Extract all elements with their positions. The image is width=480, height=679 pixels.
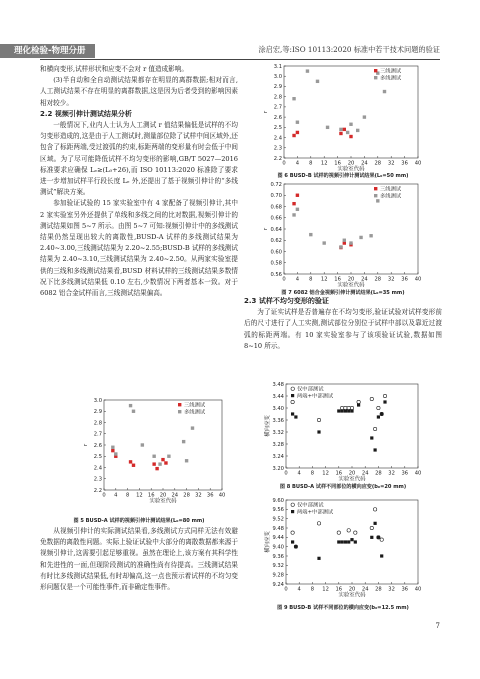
paragraph: 一般情况下,业内人士认为人工测试 r 值结果偏低是试样的不均匀变形造成的,这是由于人工测试时,测量部位除了试样中间区域外,还包含了标距两端,受过渡弧的约束,标距两端的变形量有时会低于中间区域。为了尽可能降低试样不均匀变形的影响,GB/T 5027—2016 标准要求应确保 Lₑ≥(L₀+26),而 ISO 10113:2020 标准除了要求进一步增加试样平行段长度 Lₑ 外,还提出了基于视频引伸计的“多线测试”解决方案。 [40, 121, 238, 197]
y-tick-label: 9.32 [272, 563, 284, 570]
y-tick-label: 9.36 [272, 553, 284, 560]
x-tick-label: 12 [320, 276, 328, 283]
y-tick-label: 9.40 [272, 544, 284, 551]
x-tick-label: 4 [295, 160, 300, 167]
section-heading: 2.3 试样不均匀变形的验证 [244, 297, 329, 305]
data-point [339, 132, 342, 135]
legend-marker [178, 410, 181, 413]
data-point [377, 536, 380, 539]
data-point [380, 538, 383, 541]
data-point [373, 427, 376, 430]
x-tick-label: 32 [387, 160, 395, 167]
x-tick-label: 36 [401, 276, 408, 283]
data-point [373, 508, 376, 511]
figure-8-caption: 图 8 BUSD-A 试样不同部位的横向应变(b₀=20 mm) [279, 484, 407, 490]
legend-label: 多线测试 [380, 75, 402, 82]
data-point [347, 409, 350, 412]
journal-logo: 理化检验-物理分册 [14, 46, 86, 56]
x-tick-label: 24 [361, 276, 368, 283]
x-tick-label: 12 [320, 160, 328, 167]
figure-7-chart [252, 180, 422, 298]
running-title: 涂启宏,等:ISO 10113:2020 标准中若干技术问题的验证 [258, 45, 440, 54]
left-column-top [40, 64, 238, 299]
data-point [132, 464, 135, 467]
x-tick-label: 8 [309, 276, 313, 283]
data-point [129, 460, 132, 463]
y-axis-label: r [263, 110, 269, 114]
data-point [294, 415, 297, 418]
x-tick-label: 36 [401, 470, 409, 477]
data-point [374, 522, 377, 525]
x-tick-label: 32 [388, 470, 395, 477]
y-tick-label: 2.6 [93, 442, 102, 449]
y-tick-label: 3.1 [273, 63, 282, 70]
y-axis-label: r [263, 227, 269, 231]
x-tick-label: 0 [282, 276, 286, 283]
data-point [344, 409, 347, 412]
legend-marker [291, 394, 294, 397]
x-axis-label: 实验室代码 [337, 282, 365, 289]
data-point [292, 97, 295, 100]
x-tick-label: 4 [114, 492, 118, 499]
data-point [337, 540, 340, 543]
data-point [383, 90, 386, 93]
paragraph: (3)半自动和全自动测试结果都存在明显的离群数据;相对而言,人工测试结果不存在明显的离群数据,这是因为后者受到的影响因素相对较少。 [40, 76, 238, 107]
data-point [167, 455, 170, 458]
data-point [337, 531, 340, 534]
data-point [291, 531, 294, 534]
x-tick-label: 28 [375, 586, 382, 593]
paragraph: 参加验证试验的 15 家实验室中有 4 家配备了视频引伸计,其中 2 家实验室另外还提供了单线和多线之间的比对数据,视频引伸计的测试结果如图 5~7 所示。由图 5~7 可知:视频引伸计中的多线测试结果仍然呈现出较大的离散性,BUSD-A 试样的多线测试结果为 2.40~3.00,三线测试结果为 2.20~2.55;BUSD-B 试样的多线测试结果为 2.40~3.10,三线测试结果为 2.40~2.50。从两家实验室提供的三线和多线测试结果看,BUSD 材料试样的三线测试结果多数情况下比多线测试结果低 0.10 左右,少数情况下两者基本一致。对于 6082 铝合金试样而言,三线测试结果偏高。 [40, 199, 238, 298]
y-tick-label: 3.0 [93, 397, 102, 404]
x-tick-label: 8 [310, 586, 315, 593]
figure-8-chart [252, 380, 422, 492]
data-point [323, 241, 326, 244]
legend-marker [374, 69, 377, 72]
x-tick-label: 4 [297, 586, 301, 593]
data-point [185, 459, 188, 462]
figure-5-chart [76, 396, 226, 514]
y-tick-label: 3.32 [272, 429, 284, 436]
data-point [357, 403, 360, 406]
data-point [132, 410, 135, 413]
x-axis-label: 实验室代码 [337, 166, 365, 173]
data-point [317, 522, 320, 525]
data-point [354, 531, 357, 534]
x-tick-label: 20 [347, 276, 355, 283]
y-tick-label: 0.58 [270, 260, 282, 267]
x-tick-label: 20 [348, 470, 356, 477]
x-tick-label: 28 [374, 276, 382, 283]
data-point [370, 526, 373, 529]
x-tick-label: 32 [387, 276, 395, 283]
data-point [317, 418, 320, 421]
legend-marker [374, 187, 377, 190]
x-axis-label: 实验室代码 [149, 498, 177, 505]
data-point [341, 540, 344, 543]
x-tick-label: 4 [295, 276, 300, 283]
y-tick-label: 2.2 [93, 487, 102, 494]
data-point [296, 131, 299, 134]
paragraph: 为了证实试样是否普遍存在不均匀变形,验证试验对试样变形前后的尺寸进行了人工实测,测试部位分别位于试样中部以及靠近过渡弧的标距两端。有 10 家实验室参与了该项验证试验,数据如图 8~10 所示。 [244, 308, 442, 350]
data-point [383, 394, 386, 397]
y-tick-label: 2.2 [273, 155, 282, 162]
x-tick-label: 28 [375, 470, 382, 477]
paragraph: 和横向变形,试样形状和应变不会对 r 值造成影响。 [40, 65, 188, 73]
figure-9-caption: 图 9 BUSD-B 试样不同部位的横向应变(b₀=12.5 mm) [277, 605, 409, 611]
data-point [191, 426, 194, 429]
legend-label: 三线测试 [184, 402, 206, 409]
data-point [317, 430, 320, 433]
legend-marker [374, 194, 377, 197]
data-point [354, 540, 357, 543]
x-tick-label: 16 [335, 470, 343, 477]
data-point [370, 536, 373, 539]
data-point [347, 529, 350, 532]
x-axis-label: 实验室代码 [338, 592, 366, 599]
data-point [350, 409, 353, 412]
x-tick-label: 16 [334, 160, 341, 167]
y-tick-label: 0.70 [270, 193, 282, 200]
y-tick-label: 2.9 [93, 409, 102, 416]
data-point [369, 234, 372, 237]
y-tick-label: 0.60 [270, 249, 282, 256]
data-point [155, 467, 158, 470]
x-tick-label: 36 [206, 492, 214, 499]
y-tick-label: 2.5 [273, 125, 282, 132]
data-point [291, 400, 294, 403]
data-point [359, 236, 362, 239]
x-tick-label: 4 [297, 470, 301, 477]
data-point [291, 412, 294, 415]
data-point [339, 128, 342, 131]
data-point [343, 128, 346, 131]
y-tick-label: 2.6 [273, 114, 282, 121]
x-tick-label: 24 [361, 586, 369, 593]
data-point [306, 69, 309, 72]
data-point [356, 129, 359, 132]
data-point [370, 436, 373, 439]
legend-label: 两端+中部测试 [297, 393, 334, 400]
x-tick-label: 24 [361, 160, 368, 167]
data-point [377, 415, 380, 418]
data-point [349, 135, 352, 138]
x-tick-label: 8 [309, 160, 313, 167]
y-tick-label: 9.48 [272, 525, 284, 532]
data-point [152, 462, 155, 465]
y-tick-label: 3.36 [272, 417, 284, 424]
left-column-bottom [40, 526, 238, 593]
data-point [292, 202, 295, 205]
figure-5-caption: 图 5 BUSD-A 试样的视频引伸计测试结果(L₀=80 mm) [73, 518, 205, 524]
data-point [111, 446, 114, 449]
x-tick-label: 0 [284, 586, 288, 593]
x-tick-label: 20 [348, 586, 356, 593]
data-point [296, 194, 299, 197]
x-tick-label: 16 [335, 586, 343, 593]
y-tick-label: 3.48 [272, 381, 284, 388]
x-tick-label: 28 [183, 492, 190, 499]
y-tick-label: 9.52 [272, 516, 284, 523]
legend-label: 仅中部测试 [297, 386, 324, 393]
y-tick-label: 0.72 [270, 181, 282, 188]
data-point [343, 239, 346, 242]
y-tick-label: 3.20 [272, 465, 284, 472]
x-axis-label: 实验室代码 [338, 476, 366, 483]
x-tick-label: 36 [401, 586, 409, 593]
data-point [370, 397, 373, 400]
legend-label: 多线测试 [184, 409, 206, 416]
legend-label: 三线测试 [380, 68, 402, 75]
x-tick-label: 24 [171, 492, 179, 499]
x-tick-label: 28 [374, 160, 382, 167]
data-point [347, 406, 350, 409]
y-tick-label: 9.24 [272, 581, 284, 588]
data-point [337, 409, 340, 412]
y-tick-label: 3.0 [273, 74, 282, 81]
data-point [344, 540, 347, 543]
legend-label: 仅中部测试 [297, 502, 324, 509]
y-tick-label: 3.24 [272, 453, 284, 460]
data-point [357, 400, 360, 403]
data-point [376, 199, 379, 202]
x-tick-label: 40 [414, 160, 422, 167]
data-point [129, 404, 132, 407]
data-point [374, 448, 377, 451]
data-point [380, 412, 383, 415]
y-tick-label: 9.44 [272, 535, 284, 542]
data-point [349, 123, 352, 126]
x-tick-label: 40 [414, 470, 422, 477]
x-tick-label: 36 [401, 160, 408, 167]
header-rule [40, 59, 440, 60]
data-point [383, 400, 386, 403]
y-tick-label: 2.3 [273, 145, 282, 152]
data-point [326, 126, 329, 129]
y-tick-label: 9.28 [272, 572, 284, 579]
figure-6-chart [252, 62, 422, 182]
legend-marker [291, 503, 294, 506]
y-tick-label: 2.5 [93, 454, 102, 461]
x-tick-label: 20 [347, 160, 355, 167]
x-tick-label: 20 [159, 492, 167, 499]
data-point [161, 458, 164, 461]
data-point [350, 406, 353, 409]
section-heading: 2.2 视频引伸计测试结果分析 [40, 109, 132, 118]
x-tick-label: 12 [136, 492, 143, 499]
legend-marker [291, 387, 294, 390]
data-point [347, 540, 350, 543]
legend-label: 三线测试 [380, 186, 402, 193]
data-point [294, 545, 297, 548]
data-point [296, 121, 299, 124]
y-tick-label: 2.8 [273, 94, 282, 101]
data-point [164, 461, 167, 464]
x-tick-label: 40 [414, 586, 422, 593]
y-tick-label: 2.4 [93, 465, 102, 472]
data-point [346, 131, 349, 134]
x-tick-label: 0 [282, 160, 286, 167]
y-tick-label: 2.4 [273, 135, 282, 142]
data-point [292, 213, 295, 216]
data-point [292, 134, 295, 137]
legend-label: 两端+中部测试 [297, 509, 334, 516]
data-point [309, 233, 312, 236]
data-point [114, 452, 117, 455]
data-point [340, 406, 343, 409]
data-point [291, 540, 294, 543]
y-tick-label: 0.64 [270, 226, 282, 233]
y-tick-label: 0.56 [270, 271, 282, 278]
legend-marker [374, 76, 377, 79]
paragraph: 从视频引伸计的实际测试结果看,多线测试方式同样无法有效避免数据的离散性问题。实际上验证试验中大部分的离散数据都来源于视频引伸计,这需要引起足够重视。虽然在理论上,该方案有其科学性和先进性的一面,但现阶段测试的准确性尚有待提高。三线测试结果有时比多线测试结果低,有时却偏高,这一点也预示着试样的不均匀变形问题仅是一个可能性事件,而非确定性事件。 [40, 527, 238, 592]
x-tick-label: 8 [125, 492, 130, 499]
figure-7-caption: 图 7 6082 铝合金视频引伸计测试结果(L₀=35 mm) [281, 290, 405, 296]
data-point [152, 455, 155, 458]
x-tick-label: 8 [310, 470, 315, 477]
page-number: 7 [435, 622, 440, 630]
data-point [363, 115, 366, 118]
y-tick-label: 0.68 [270, 204, 282, 211]
x-tick-label: 32 [388, 586, 395, 593]
data-point [349, 241, 352, 244]
data-point [141, 443, 144, 446]
data-point [344, 406, 347, 409]
x-tick-label: 16 [147, 492, 155, 499]
data-point [350, 538, 353, 541]
y-tick-label: 3.28 [272, 441, 284, 448]
data-point [341, 409, 344, 412]
legend-marker [178, 403, 181, 406]
data-point [316, 80, 319, 83]
y-tick-label: 2.8 [93, 420, 102, 427]
y-tick-label: 2.9 [273, 84, 282, 91]
x-tick-label: 24 [361, 470, 369, 477]
y-axis-label: 横向应变 [265, 531, 271, 553]
data-point [182, 440, 185, 443]
x-tick-label: 16 [334, 276, 341, 283]
data-point [296, 208, 299, 211]
x-tick-label: 0 [102, 492, 106, 499]
y-tick-label: 0.66 [270, 215, 282, 222]
x-tick-label: 32 [195, 492, 202, 499]
y-tick-label: 9.60 [272, 497, 284, 504]
legend-label: 多线测试 [380, 193, 402, 200]
figure-6-caption: 图 6 BUSD-B 试样的视频引伸计测试结果(L₀=50 mm) [277, 173, 409, 179]
y-tick-label: 2.3 [93, 476, 102, 483]
y-tick-label: 2.7 [93, 431, 102, 438]
legend-marker [291, 510, 294, 513]
data-point [158, 462, 161, 465]
y-tick-label: 3.44 [272, 393, 284, 400]
y-tick-label: 9.56 [272, 507, 284, 514]
figure-9-chart [252, 496, 422, 608]
x-tick-label: 12 [322, 586, 329, 593]
right-column-text [244, 296, 442, 352]
data-point [111, 449, 114, 452]
y-axis-label: 横向应变 [265, 415, 271, 437]
data-point [377, 406, 380, 409]
data-point [317, 557, 320, 560]
x-tick-label: 12 [322, 470, 329, 477]
x-tick-label: 40 [218, 492, 226, 499]
y-axis-label: r [83, 443, 89, 447]
y-tick-label: 0.62 [270, 238, 282, 245]
data-point [380, 554, 383, 557]
y-tick-label: 2.7 [273, 104, 282, 111]
y-tick-label: 3.40 [272, 405, 284, 412]
x-tick-label: 0 [284, 470, 288, 477]
x-tick-label: 40 [414, 276, 422, 283]
data-point [339, 245, 342, 248]
